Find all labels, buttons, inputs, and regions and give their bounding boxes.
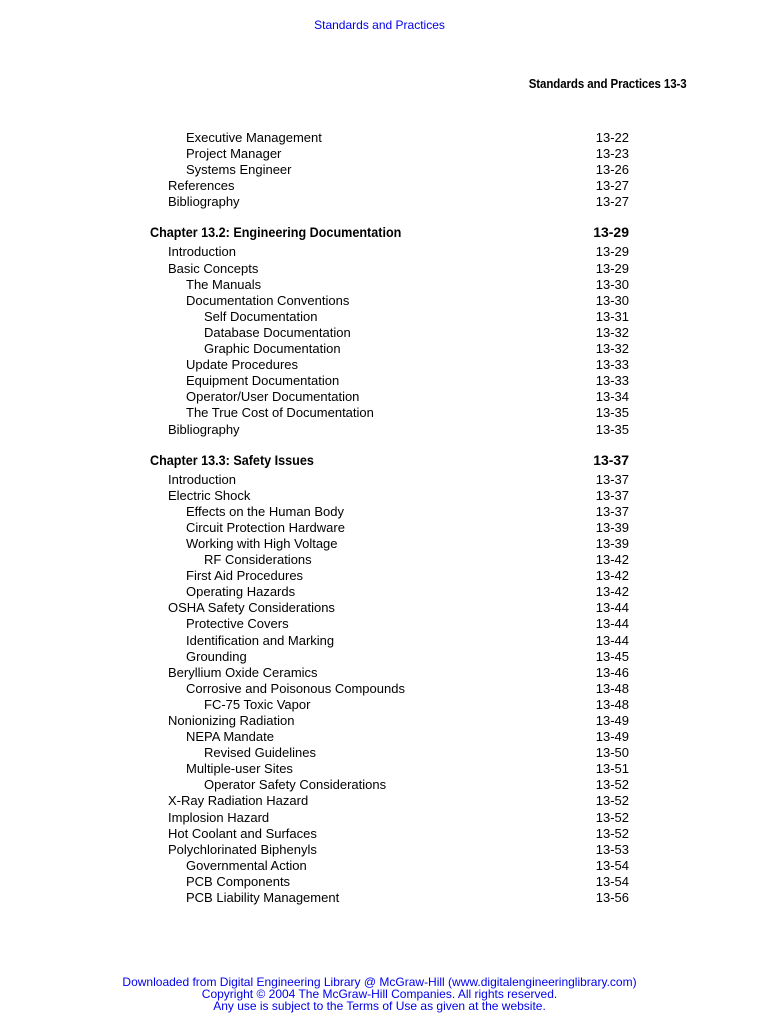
toc-entry[interactable] — [0, 552, 759, 568]
toc-entry[interactable] — [0, 472, 759, 488]
toc-entry-page: 13-34 — [595, 389, 629, 405]
toc-entry[interactable] — [0, 520, 759, 536]
top-title-link[interactable]: Standards and Practices — [314, 18, 445, 32]
toc-entry[interactable] — [0, 761, 759, 777]
toc-entry-title: Operating Hazards — [186, 584, 296, 600]
toc-entry[interactable] — [0, 810, 759, 826]
toc-entry-title: X-Ray Radiation Hazard — [168, 793, 309, 809]
toc-entry-page: 13-27 — [595, 178, 629, 194]
toc-entry-title: Introduction — [168, 244, 236, 260]
toc-entry[interactable] — [0, 826, 759, 842]
toc-entry-title: Self Documentation — [204, 308, 318, 324]
toc-entry[interactable] — [0, 858, 759, 874]
toc-entry[interactable] — [0, 729, 759, 745]
toc-entry[interactable] — [0, 162, 759, 178]
chapter-heading[interactable] — [0, 222, 759, 242]
toc-entry-page: 13-51 — [595, 761, 629, 777]
toc-entry[interactable] — [0, 293, 759, 309]
toc-entry-title: Graphic Documentation — [204, 341, 341, 357]
toc-entry-page: 13-27 — [595, 194, 629, 210]
chapter-title: Chapter 13.2: Engineering Documentation — [150, 224, 402, 241]
toc-entry[interactable] — [0, 713, 759, 729]
toc-entry-title: Update Procedures — [186, 357, 299, 373]
toc-entry-title: Protective Covers — [186, 616, 289, 632]
toc-entry-page: 13-22 — [595, 130, 629, 145]
toc-entry[interactable] — [0, 277, 759, 293]
toc-entry-page: 13-52 — [595, 777, 629, 793]
toc-entry-page: 13-52 — [595, 809, 629, 825]
toc-entry[interactable] — [0, 665, 759, 681]
toc-entry-page: 13-48 — [595, 696, 629, 712]
toc-entry[interactable] — [0, 405, 759, 421]
toc-entry-page: 13-39 — [595, 519, 629, 535]
toc-entry-page: 13-49 — [595, 729, 629, 745]
toc-entry-title: Beryllium Oxide Ceramics — [168, 664, 318, 680]
toc-entry-page: 13-37 — [595, 487, 629, 503]
toc-entry-page: 13-44 — [595, 616, 629, 632]
toc-entry-title: Executive Management — [186, 130, 322, 145]
chapter-heading[interactable] — [0, 450, 759, 470]
toc-entry-page: 13-29 — [595, 260, 629, 276]
toc-entry-page: 13-32 — [595, 324, 629, 340]
toc-entry-title: Polychlorinated Biphenyls — [168, 841, 317, 857]
toc-entry-page: 13-37 — [595, 471, 629, 487]
toc-entry[interactable] — [0, 681, 759, 697]
toc-entry[interactable] — [0, 422, 759, 438]
toc-entry[interactable] — [0, 325, 759, 341]
toc-entry-page: 13-42 — [595, 552, 629, 568]
toc-entry-page: 13-23 — [595, 146, 629, 162]
toc-entry-page: 13-37 — [595, 503, 629, 519]
toc-entry-title: Electric Shock — [168, 487, 251, 503]
toc-entry[interactable] — [0, 309, 759, 325]
toc-entry-title: Grounding — [186, 648, 247, 664]
toc-entry-title: Bibliography — [168, 421, 240, 437]
toc-entry-title: PCB Liability Management — [186, 890, 340, 906]
toc-entry-page: 13-39 — [595, 535, 629, 551]
toc-entry[interactable] — [0, 697, 759, 713]
toc-entry-page: 13-54 — [595, 857, 629, 873]
toc-entry-title: OSHA Safety Considerations — [168, 600, 335, 616]
table-of-contents — [0, 130, 759, 906]
toc-entry-title: Documentation Conventions — [186, 292, 350, 308]
toc-entry[interactable] — [0, 584, 759, 600]
toc-entry[interactable] — [0, 777, 759, 793]
toc-entry[interactable] — [0, 504, 759, 520]
toc-entry-title: Governmental Action — [186, 857, 307, 873]
toc-entry-page: 13-49 — [595, 713, 629, 728]
toc-entry-title: First Aid Procedures — [186, 568, 304, 584]
toc-entry[interactable] — [0, 146, 759, 162]
toc-entry-title: Database Documentation — [204, 324, 351, 340]
toc-entry-page: 13-35 — [595, 421, 629, 437]
toc-entry[interactable] — [0, 373, 759, 389]
toc-entry-title: Operator/User Documentation — [186, 389, 360, 405]
toc-entry[interactable] — [0, 130, 759, 146]
toc-entry-page: 13-48 — [595, 680, 629, 696]
toc-entry-page: 13-32 — [595, 341, 629, 357]
toc-entry-page: 13-53 — [595, 841, 629, 857]
footer — [0, 976, 759, 1012]
toc-entry-title: Introduction — [168, 471, 236, 487]
toc-entry-page: 13-30 — [595, 292, 629, 308]
toc-entry-title: Implosion Hazard — [168, 809, 270, 825]
toc-entry-page: 13-42 — [595, 568, 629, 584]
toc-entry[interactable] — [0, 874, 759, 890]
toc-entry-title: Multiple-user Sites — [186, 761, 293, 777]
toc-entry-page: 13-35 — [595, 405, 629, 421]
toc-entry-title: FC-75 Toxic Vapor — [204, 696, 311, 712]
toc-entry-page: 13-26 — [595, 162, 629, 178]
toc-entry-page: 13-52 — [595, 825, 629, 841]
toc-entry-title: NEPA Mandate — [186, 729, 274, 745]
toc-entry[interactable] — [0, 633, 759, 649]
toc-entry[interactable] — [0, 194, 759, 210]
toc-entry-page: 13-54 — [595, 873, 629, 889]
toc-entry-title: Circuit Protection Hardware — [186, 519, 345, 535]
toc-entry-title: Nonionizing Radiation — [168, 713, 295, 728]
toc-entry[interactable] — [0, 616, 759, 632]
footer-download-link[interactable]: Downloaded from Digital Engineering Library @ McGraw-Hill (www.digitalengineeringlibrary.com) — [122, 975, 637, 989]
toc-entry-page: 13-31 — [595, 308, 629, 324]
toc-entry-page: 13-52 — [595, 793, 629, 809]
toc-entry-title: RF Considerations — [204, 552, 312, 568]
toc-entry-title: Working with High Voltage — [186, 535, 338, 551]
toc-entry[interactable] — [0, 341, 759, 357]
toc-entry-page: 13-44 — [595, 632, 629, 648]
toc-entry[interactable] — [0, 745, 759, 761]
toc-entry-page: 13-45 — [595, 648, 629, 664]
toc-entry-page: 13-29 — [595, 244, 629, 260]
toc-entry-title: Basic Concepts — [168, 260, 259, 276]
toc-entry[interactable] — [0, 244, 759, 260]
toc-entry[interactable] — [0, 568, 759, 584]
toc-entry-page: 13-42 — [595, 584, 629, 600]
toc-entry-page: 13-30 — [595, 276, 629, 292]
toc-entry-title: Bibliography — [168, 194, 240, 210]
footer-copyright: Copyright © 2004 The McGraw-Hill Companies. All rights reserved. — [201, 987, 558, 1001]
toc-entry[interactable] — [0, 600, 759, 616]
toc-entry-page: 13-33 — [595, 357, 629, 373]
chapter-page: 13-37 — [593, 451, 629, 468]
toc-entry[interactable] — [0, 261, 759, 277]
toc-entry-title: The True Cost of Documentation — [186, 405, 374, 421]
running-head: Standards and Practices 13-3 — [529, 77, 687, 91]
chapter-title: Chapter 13.3: Safety Issues — [150, 451, 314, 468]
toc-entry-title: Identification and Marking — [186, 632, 335, 648]
toc-entry-page: 13-33 — [595, 373, 629, 389]
toc-entry[interactable] — [0, 890, 759, 906]
toc-entry-page: 13-46 — [595, 664, 629, 680]
toc-entry-page: 13-50 — [595, 745, 629, 761]
toc-entry-title: References — [168, 178, 235, 194]
toc-entry-page: 13-56 — [595, 890, 629, 906]
toc-entry[interactable] — [0, 649, 759, 665]
toc-entry-title: The Manuals — [186, 276, 262, 292]
toc-entry-title: Effects on the Human Body — [186, 503, 345, 519]
toc-entry[interactable] — [0, 178, 759, 194]
toc-entry[interactable] — [0, 842, 759, 858]
toc-entry-title: Hot Coolant and Surfaces — [168, 825, 317, 841]
toc-entry-title: Corrosive and Poisonous Compounds — [186, 680, 405, 696]
toc-entry-title: PCB Components — [186, 873, 291, 889]
toc-entry[interactable] — [0, 536, 759, 552]
toc-entry[interactable] — [0, 389, 759, 405]
chapter-page: 13-29 — [593, 224, 629, 241]
toc-entry-title: Equipment Documentation — [186, 373, 340, 389]
toc-entry-title: Systems Engineer — [186, 162, 292, 178]
toc-entry[interactable] — [0, 793, 759, 809]
toc-entry-page: 13-44 — [595, 600, 629, 616]
toc-entry-title: Revised Guidelines — [204, 745, 317, 761]
toc-entry-title: Operator Safety Considerations — [204, 777, 387, 793]
toc-entry-title: Project Manager — [186, 146, 282, 162]
footer-terms-link[interactable]: Any use is subject to the Terms of Use as given at the website. — [213, 999, 546, 1013]
toc-entry[interactable] — [0, 357, 759, 373]
toc-entry[interactable] — [0, 488, 759, 504]
